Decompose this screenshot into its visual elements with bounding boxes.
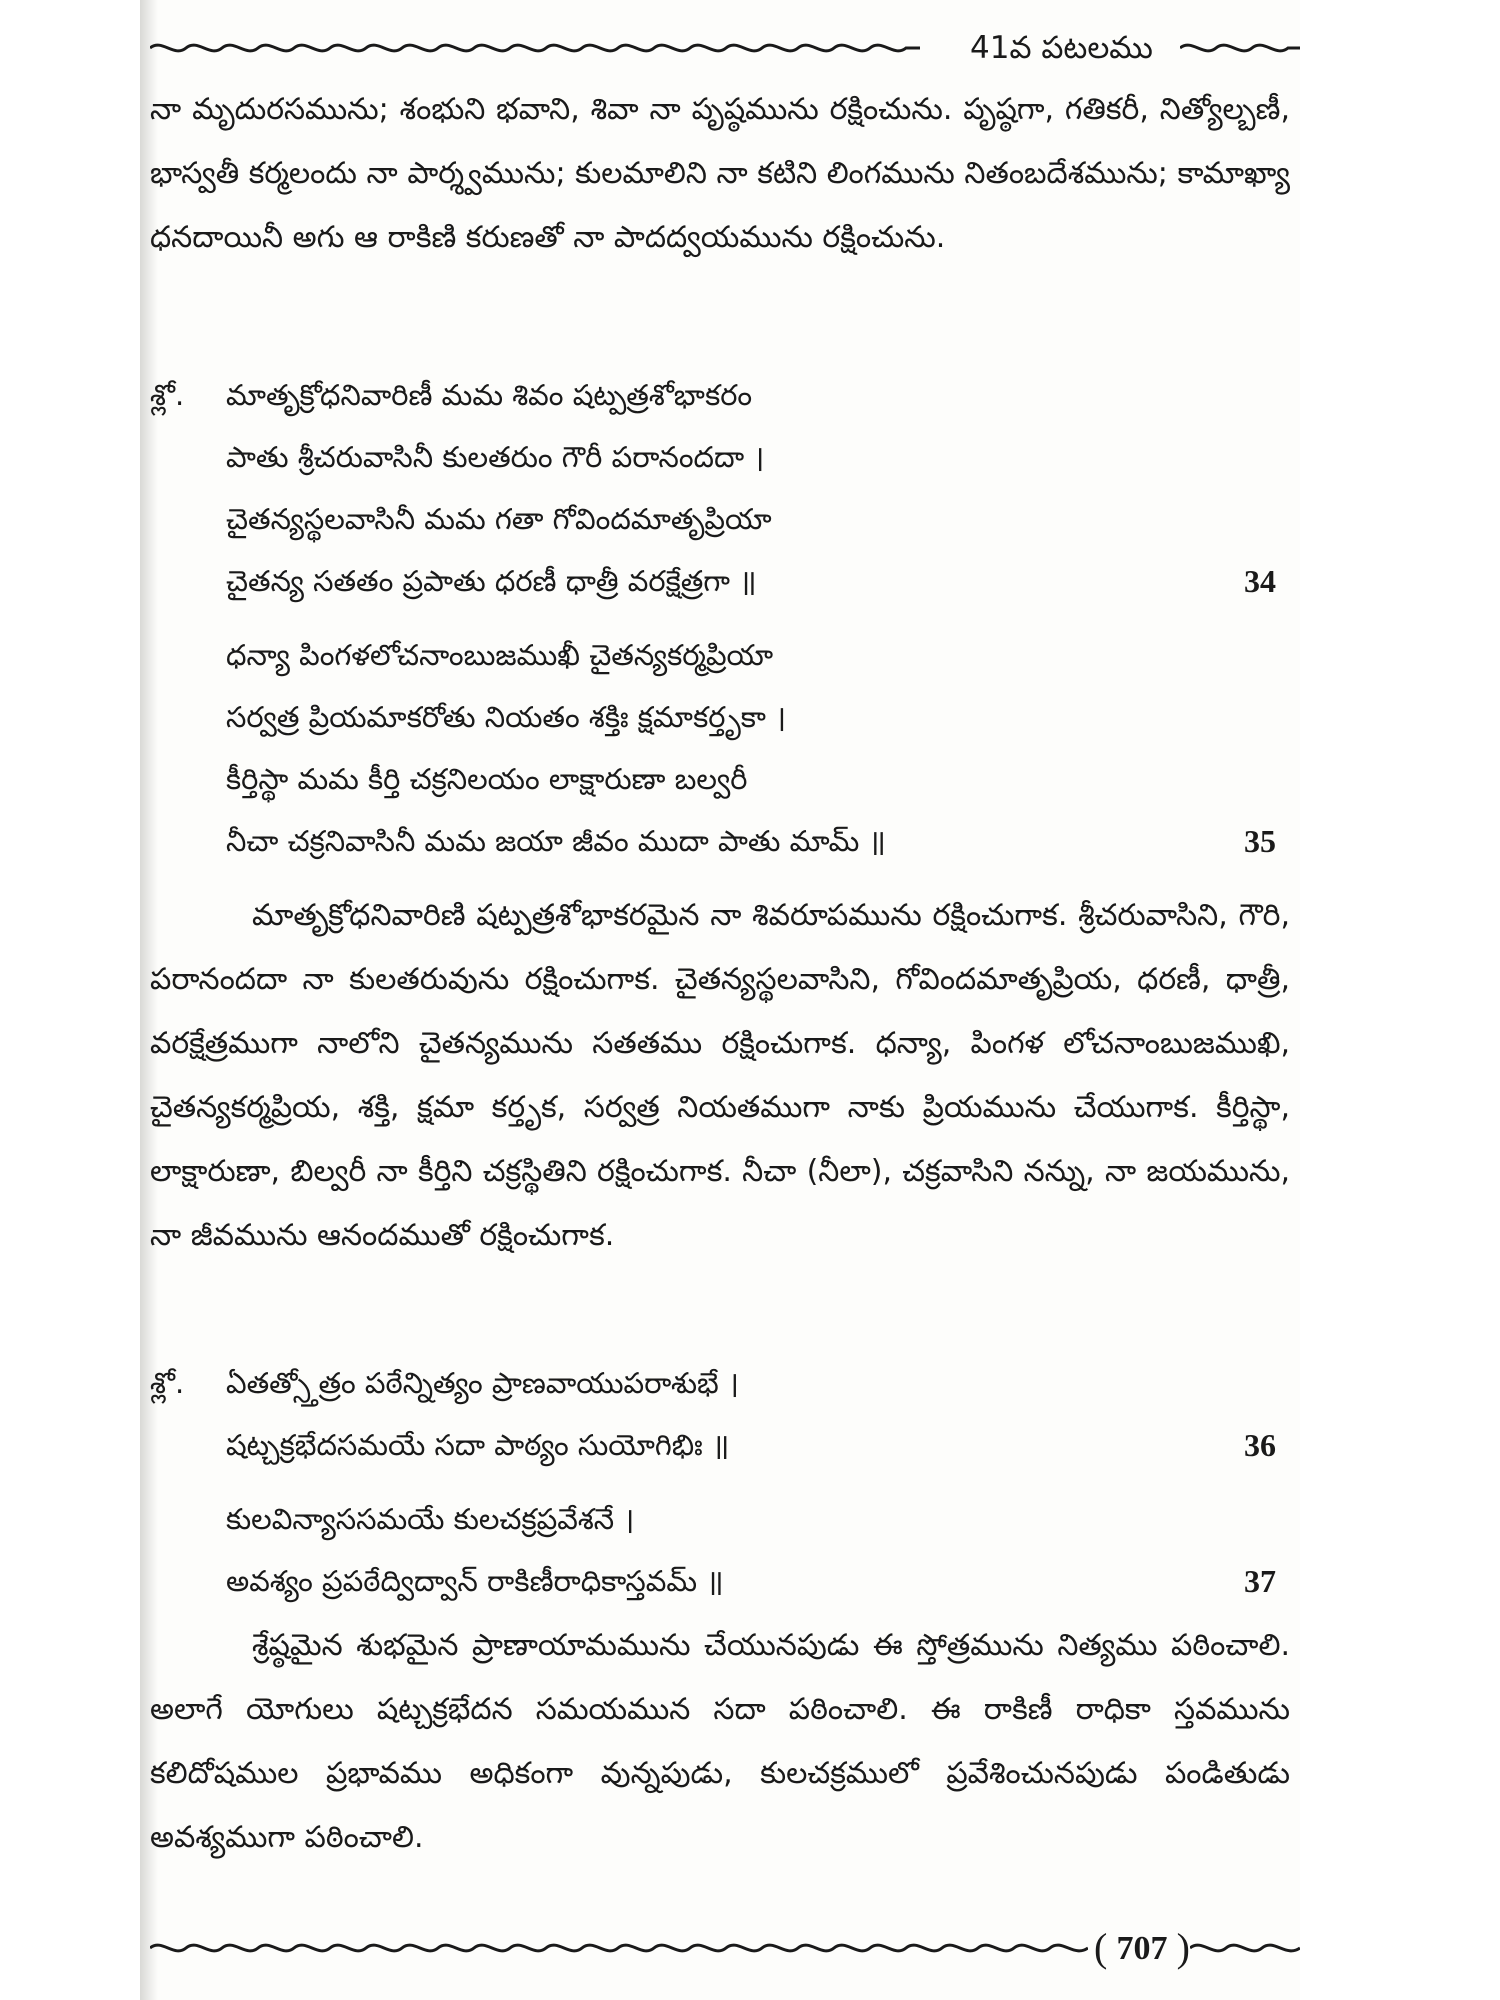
paragraph-3-text: శ్రేష్ఠమైన శుభమైన ప్రాణాయామమును చేయునపుడు ఈ స్తోత్రమును నిత్యము పఠించాలి. అలాగే యోగులు షట్చక్రభేదన సమయమున సదా పఠించాలి. ఈ రాకిణీ రాధికా స్తవమును కలిదోషముల ప్రభావము అధికంగా వున్నపుడు, కులచక్రములో ప్రవేశించునపుడు పండితుడు అవశ్యముగా పఠించాలి.	[150, 1628, 1290, 1855]
verse-text: చైతన్యస్థలవాసినీ మమ గతా గోవిందమాతృప్రియా	[226, 502, 772, 536]
verse-line	[150, 1414, 1290, 1476]
page-footer	[150, 1926, 1300, 1974]
page-number-text: 707	[1116, 1930, 1168, 1967]
shloka-mark: శ్లో.	[150, 1366, 185, 1400]
shloka-mark: శ్లో.	[150, 378, 185, 412]
verse-number: 34	[1244, 563, 1276, 599]
verse-line	[150, 364, 1290, 426]
verse-group-2	[150, 1352, 1290, 1612]
verse-text: చైతన్య సతతం ప్రపాతు ధరణీ ధాత్రీ వరక్షేత్రగా ॥	[226, 564, 757, 598]
page-number	[1094, 1925, 1190, 1970]
verse-line	[150, 1550, 1290, 1612]
verse-line	[150, 748, 1290, 810]
verse-line	[150, 624, 1290, 686]
verse-text: సర్వత్ర ప్రియమాకరోతు నియతం శక్తిః క్షమాకర్తృకా ।	[226, 700, 787, 734]
header-ornament-left	[150, 36, 920, 60]
verse-number: 35	[1244, 823, 1276, 859]
paren-right-icon: )	[1176, 1925, 1190, 1970]
footer-ornament-left	[150, 1936, 1088, 1960]
verse-line	[150, 1488, 1290, 1550]
verse-text: కులవిన్యాససమయే కులచక్రప్రవేశనే ।	[226, 1502, 635, 1536]
verse-line	[150, 550, 1290, 612]
paragraph-2	[150, 884, 1290, 1268]
verse-line	[150, 1352, 1290, 1414]
verse-text: నీచా చక్రనివాసినీ మమ జయా జీవం ముదా పాతు మామ్ ॥	[226, 824, 886, 858]
paren-left-icon: (	[1094, 1925, 1108, 1970]
paragraph-3	[150, 1614, 1290, 1870]
verse-number: 37	[1244, 1563, 1276, 1599]
verse-text: ఏతత్స్తోత్రం పఠేన్నిత్యం ప్రాణవాయుపరాశుభే ।	[226, 1366, 739, 1400]
page-header	[150, 28, 1300, 68]
verse-text: కీర్తిస్థా మమ కీర్తి చక్రనిలయం లాక్షారుణా బల్వరీ	[226, 762, 748, 796]
verse-text: మాతృక్రోధనివారిణీ మమ శివం షట్పత్రశోభాకరం	[226, 378, 753, 412]
verse-group-1	[150, 364, 1290, 872]
verse-text: అవశ్యం ప్రపఠేద్విద్వాన్ రాకిణీరాధికాస్తవమ్ ॥	[226, 1564, 724, 1598]
verse-text: పాతు శ్రీచరువాసినీ కులతరుం గౌరీ పరానందదా ।	[226, 440, 765, 474]
header-ornament-right	[1180, 36, 1300, 60]
verse-line	[150, 488, 1290, 550]
paragraph-2-text: మాతృక్రోధనివారిణి షట్పత్రశోభాకరమైన నా శివరూపమును రక్షించుగాక. శ్రీచరువాసిని, గౌరి, పరానందదా నా కులతరువును రక్షించుగాక. చైతన్యస్థలవాసిని, గోవిందమాతృప్రియ, ధరణీ, ధాత్రీ, వరక్షేత్రముగా నాలోని చైతన్యమును సతతము రక్షించుగాక. ధన్యా, పింగళ లోచనాంబుజముఖి, చైతన్యకర్మప్రియ, శక్తి, క్షమా కర్తృక, సర్వత్ర నియతముగా నాకు ప్రియమును చేయుగాక. కీర్తిస్థా, లాక్షారుణా, బిల్వరీ నా కీర్తిని చక్రస్థితిని రక్షించుగాక. నీచా (నీలా), చక్రవాసిని నన్ను, నా జయమును, నా జీవమును ఆనందముతో రక్షించుగాక.	[150, 898, 1290, 1253]
verse-number: 36	[1244, 1427, 1276, 1463]
verse-line	[150, 810, 1290, 872]
verse-line	[150, 686, 1290, 748]
verse-line	[150, 426, 1290, 488]
paragraph-1-text: నా మృదురసమును; శంభుని భవాని, శివా నా పృష్ఠమును రక్షించును. పృష్ఠగా, గతికరీ, నిత్యోల్బణీ, భాస్వతీ కర్మలందు నా పార్శ్వమును; కులమాలిని నా కటిని లింగమును నితంబదేశమును; కామాఖ్యా ధనదాయినీ అగు ఆ రాకిణి కరుణతో నా పాదద్వయమును రక్షించును.	[150, 92, 1290, 255]
paragraph-1	[150, 78, 1290, 270]
verse-text: ధన్యా పింగళలోచనాంబుజముఖీ చైతన్యకర్మప్రియా	[226, 638, 774, 672]
chapter-title: 41వ పటలము	[970, 30, 1153, 66]
verse-text: షట్చక్రభేదసమయే సదా పాఠ్యం సుయోగిభిః ॥	[226, 1428, 730, 1462]
footer-ornament-right	[1190, 1936, 1300, 1960]
